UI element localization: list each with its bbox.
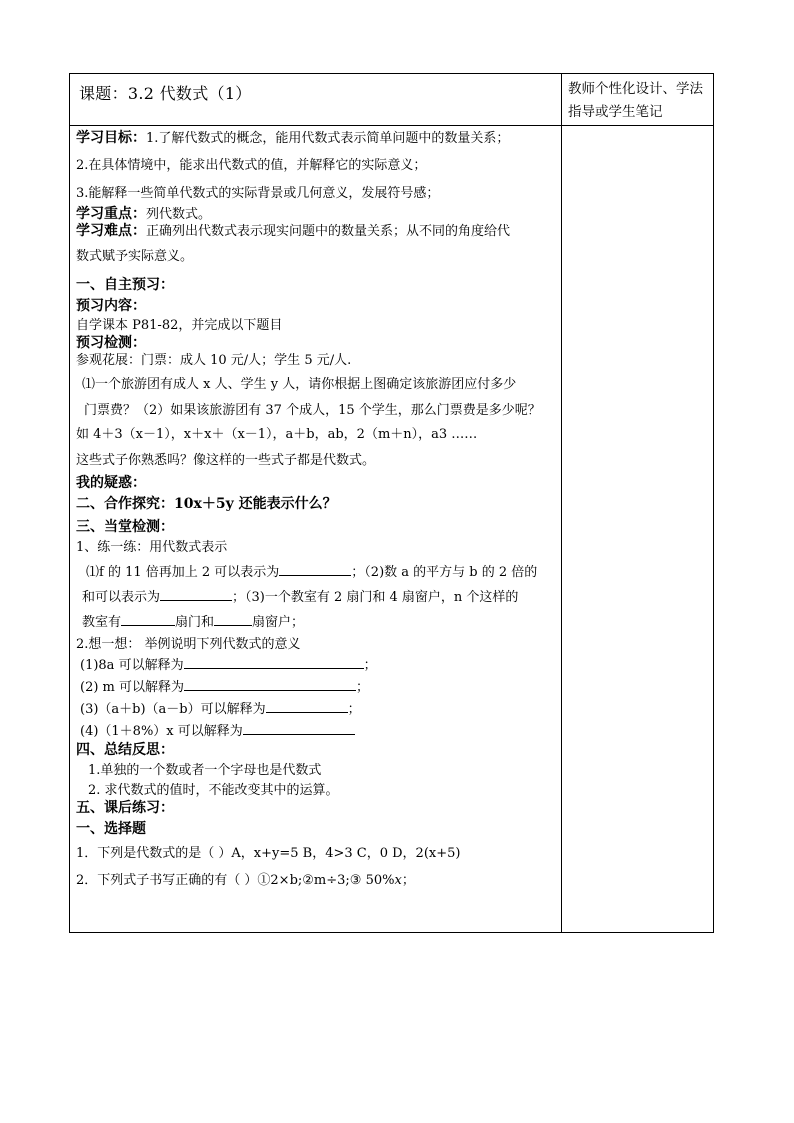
answer-blank-8[interactable] — [243, 722, 355, 735]
think-line1: (1)8a 可以解释为 ； — [80, 658, 377, 673]
section4-heading: 四、总结反思： — [76, 742, 174, 758]
practice-label: 1、练一练：用代数式表示 — [76, 540, 228, 555]
preview-check-label: 预习检测： — [76, 335, 146, 351]
examples-line: 如 4＋3（x－1），x＋x＋（x－1），a＋b，ab，2（m＋n），a3 …… — [76, 427, 478, 442]
answer-blank-5[interactable] — [184, 656, 364, 669]
answer-blank-7[interactable] — [266, 700, 348, 713]
lesson-title: 课题：3.2 代数式（1） — [79, 84, 252, 103]
teacher-notes-header — [562, 74, 714, 126]
preview-check-line1: 参观花展：门票：成人 10 元/人；学生 5 元/人. — [76, 353, 352, 368]
preview-content-label: 预习内容： — [76, 298, 146, 314]
difficulty-line2: 数式赋予实际意义。 — [76, 249, 194, 264]
practice-line1: ⑴f 的 11 倍再加上 2 可以表示为 ；（2)数 a 的平方与 b 的 2 倍的 — [86, 565, 538, 580]
objectives-line1: 学习目标：1.了解代数式的概念，能用代数式表示简单问题中的数量关系； — [76, 130, 510, 146]
teacher-notes-column[interactable] — [562, 126, 714, 933]
objectives-line2: 2.在具体情境中，能求出代数式的值，并解释它的实际意义； — [76, 158, 427, 173]
preview-check-line2: ⑴一个旅游团有成人 x 人、学生 y 人，请你根据上图确定该旅游团应付多少 — [82, 377, 517, 392]
preview-check-line3: 门票费？（2）如果该旅游团有 37 个成人，15 个学生，那么门票费是多少呢？ — [84, 403, 541, 418]
section2-heading: 二、合作探究：10x＋5y 还能表示什么？ — [76, 496, 337, 512]
think-line4: (4)（1＋8%）x 可以解释为 — [80, 722, 565, 739]
section5-heading: 五、课后练习： — [76, 800, 174, 816]
multiple-choice-heading: 一、选择题 — [76, 821, 146, 837]
answer-blank-1[interactable] — [279, 563, 351, 576]
reflection-line2: 2. 求代数式的值时，不能改变其中的运算。 — [88, 783, 339, 798]
reflection-line1: 1.单独的一个数或者一个字母也是代数式 — [88, 763, 322, 778]
question-1: 1．下列是代数式的是（ ）A，x+y=5 B，4>3 C，0 D，2(x+5) — [76, 846, 461, 861]
title-cell — [70, 74, 562, 126]
preview-content-text: 自学课本 P81-82，并完成以下题目 — [76, 318, 283, 333]
difficulty-line1: 学习难点：正确列出代数式表示现实问题中的数量关系；从不同的角度给代 — [76, 223, 511, 239]
teacher-notes-label-line1: 教师个性化设计、学法 — [568, 81, 703, 97]
think-line3: (3)（a＋b)（a－b）可以解释为 ； — [80, 702, 361, 717]
objectives-line3: 3.能解释一些简单代数式的实际背景或几何意义，发展符号感； — [76, 186, 440, 201]
practice-line2: 和可以表示为 ；（3)一个教室有 2 扇门和 4 扇窗户，n 个这样的 — [82, 590, 519, 605]
section3-heading: 三、当堂检测： — [76, 519, 174, 535]
lesson-content-cell — [70, 126, 562, 933]
my-doubts-heading: 我的疑惑： — [76, 475, 146, 491]
key-point: 学习重点：列代数式。 — [76, 206, 212, 222]
think-line2: (2) m 可以解释为 ； — [80, 680, 370, 695]
answer-blank-6[interactable] — [184, 678, 356, 691]
practice-line3: 教室有 扇门和 扇窗户； — [82, 615, 305, 630]
section1-heading: 一、自主预习： — [76, 277, 174, 293]
conclusion-line: 这些式子你熟悉吗？像这样的一些式子都是代数式。 — [76, 453, 376, 468]
answer-blank-4[interactable] — [214, 613, 252, 626]
answer-blank-3[interactable] — [121, 613, 175, 626]
question-2: 2．下列式子书写正确的有（ ）①2×b;②m÷3;③ 50%x； — [76, 873, 415, 888]
think-label: 2.想一想： 举例说明下列代数式的意义 — [76, 637, 301, 652]
lesson-table — [69, 73, 714, 933]
teacher-notes-label-line2: 指导或学生笔记 — [568, 104, 663, 120]
answer-blank-2[interactable] — [160, 588, 232, 601]
